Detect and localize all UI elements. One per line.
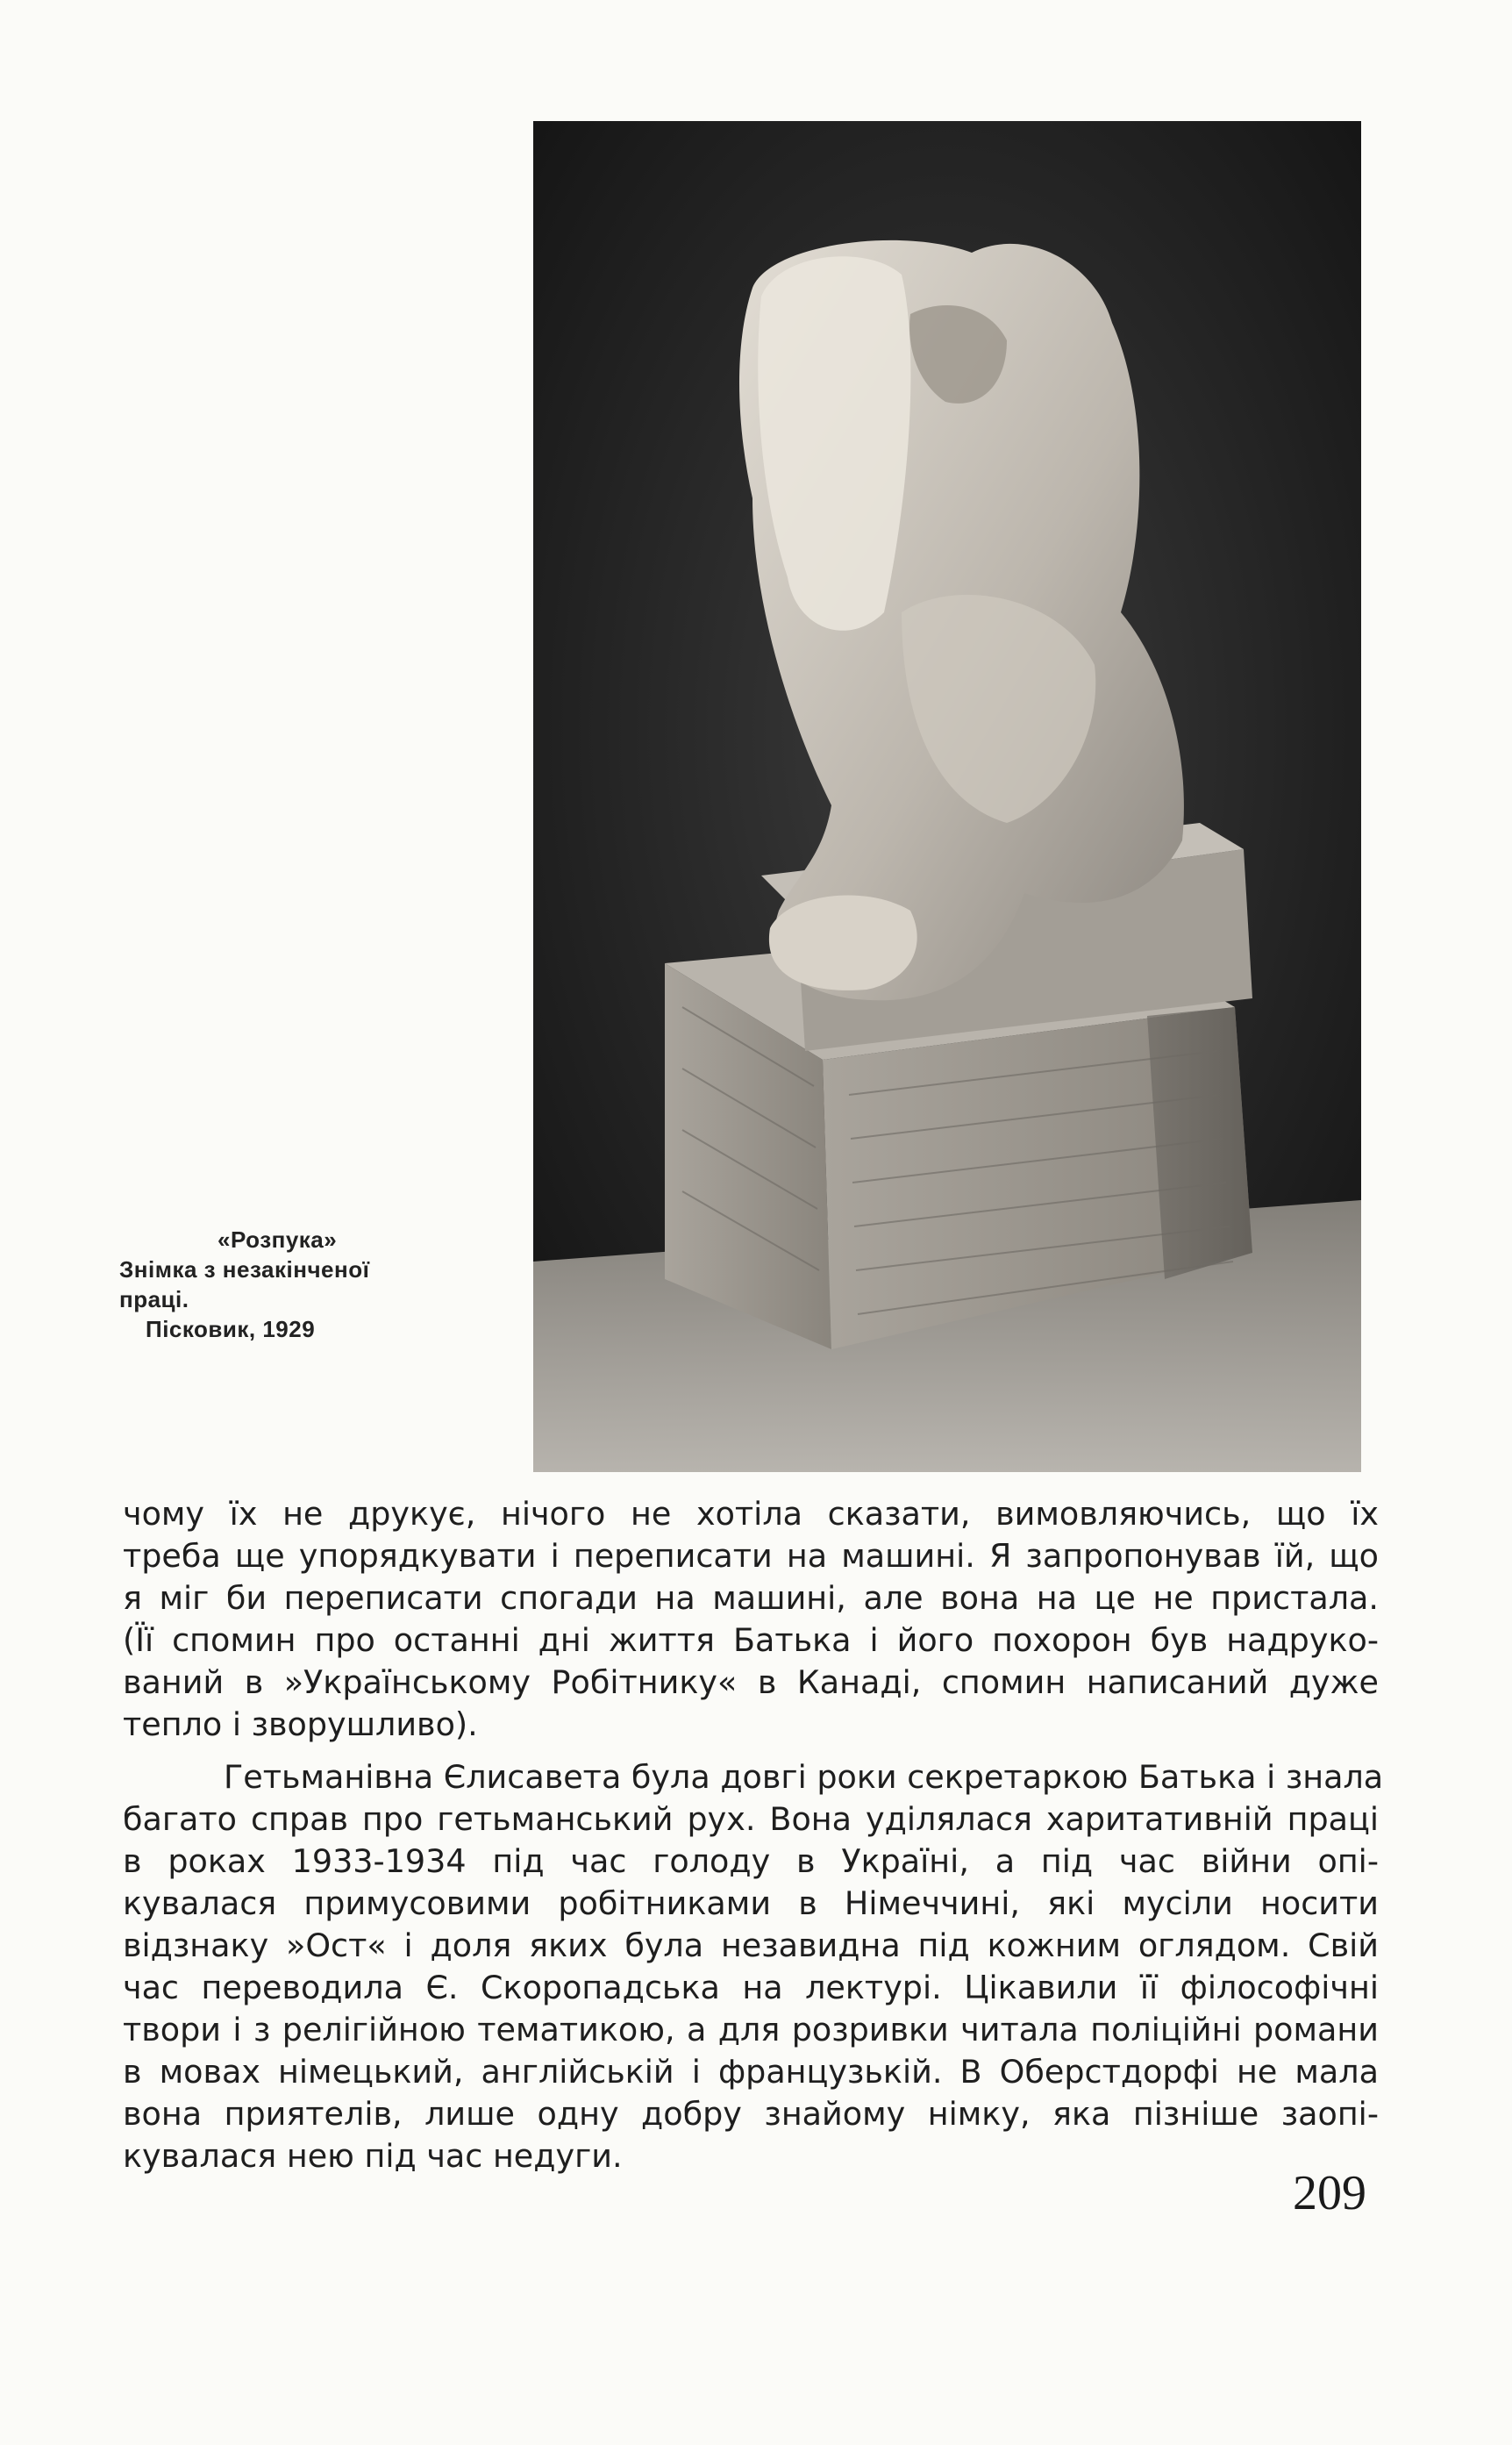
text-line: багато справ про гетьманський рух. Вона уділялася харитативній праці: [123, 1800, 1379, 1838]
text-line: треба ще упорядкувати і переписати на машині. Я запропонував їй, що: [123, 1537, 1379, 1575]
caption-line-2: Знімка з незакінченої: [119, 1256, 370, 1283]
caption-line-4: Пісковик, 1929: [146, 1316, 316, 1342]
text-line: твори і з релігійною тематикою, а для розривки читала поліційні романи: [123, 2011, 1379, 2048]
text-line: тепло і зворушливо).: [123, 1705, 478, 1743]
photo-caption: [114, 1225, 482, 1344]
text-line: я міг би переписати спогади на машині, але вона на це не пристала.: [123, 1579, 1379, 1617]
text-line: відзнаку »Ост« і доля яких була незавидна під кожним оглядом. Свій: [123, 1927, 1379, 1964]
text-line: ваний в »Українському Робітнику« в Канаді, спомин написаний дуже: [123, 1663, 1379, 1701]
text-line: в роках 1933-1934 під час голоду в Україні, а під час війни опі-: [123, 1842, 1379, 1880]
sculpture-illustration: [533, 121, 1361, 1472]
text-line: час переводила Є. Скоропадська на лектурі. Цікавили її філософічні: [123, 1969, 1379, 2006]
paragraph-1: [123, 1493, 1379, 1746]
text-line: чому їх не друкує, нічого не хотіла сказати, вимовляючись, що їх: [123, 1495, 1379, 1533]
text-line: (Її спомин про останні дні життя Батька і його похорон був надруко-: [123, 1621, 1379, 1659]
caption-title: «Розпука»: [218, 1226, 338, 1253]
text-line: кувалася нею під час недуги.: [123, 2137, 623, 2175]
paragraph-2: [123, 1756, 1384, 2177]
text-line: кувалася примусовими робітниками в Німеччині, які мусіли носити: [123, 1884, 1379, 1922]
page-number: 209: [1293, 2166, 1366, 2220]
text-line: вона приятелів, лише одну добру знайому німку, яка пізніше заопі-: [123, 2095, 1379, 2133]
sculpture-photo: [533, 121, 1361, 1472]
caption-line-3: праці.: [119, 1286, 189, 1312]
text-line: в мовах німецький, англійській і французькій. В Оберстдорфі не мала: [123, 2053, 1379, 2091]
body-text: [123, 1493, 1384, 2177]
text-line: Гетьманівна Єлисавета була довгі роки секретаркою Батька і знала: [224, 1758, 1384, 1796]
